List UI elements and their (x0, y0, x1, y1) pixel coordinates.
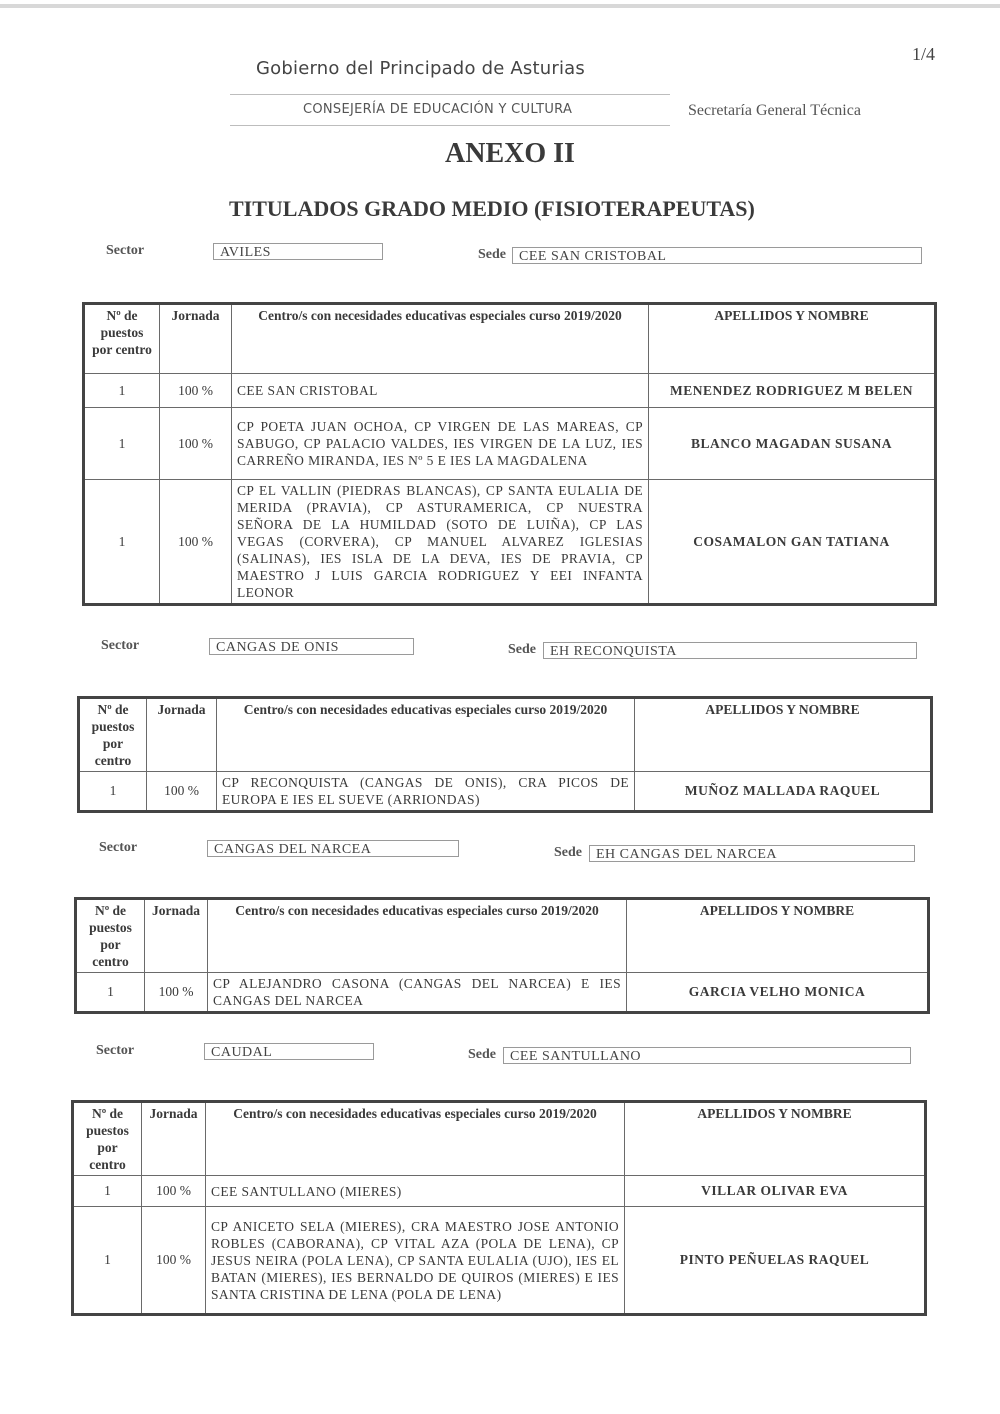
header-nombre: APELLIDOS Y NOMBRE (627, 899, 929, 973)
header-puestos: Nº de puestos por centro (76, 899, 145, 973)
sede-field: EH CANGAS DEL NARCEA (589, 845, 915, 862)
table-header-row (76, 899, 929, 973)
header-divider-bottom (230, 125, 670, 126)
table-header-row (73, 1102, 926, 1176)
consejeria-name: CONSEJERÍA DE EDUCACIÓN Y CULTURA (303, 102, 573, 117)
cell-jornada: 100 % (145, 973, 208, 1013)
cell-centro: CP RECONQUISTA (CANGAS DE ONIS), CRA PICOS DE EUROPA E IES EL SUEVE (ARRIONDAS) (217, 772, 635, 812)
cell-jornada: 100 % (160, 408, 232, 480)
header-divider-top (230, 94, 670, 95)
cell-jornada: 100 % (147, 772, 217, 812)
cell-centro: CP ANICETO SELA (MIERES), CRA MAESTRO JOSE ANTONIO ROBLES (CABORANA), CP VITAL AZA (POLA DE LENA), CP JESUS NEIRA (POLA LENA), CP SANTA EULALIA (UJO), IES EL BATAN (MIERES), IES BERNALDO DE QUIROS (MIERES) E IES SANTA CRISTINA DE LENA (POLA DE LENA) (206, 1207, 625, 1315)
header-centro: Centro/s con necesidades educativas especiales curso 2019/2020 (232, 304, 649, 374)
table-row (76, 973, 929, 1013)
cell-nombre: PINTO PEÑUELAS RAQUEL (625, 1207, 926, 1315)
table-header-row (84, 304, 936, 374)
header-centro: Centro/s con necesidades educativas especiales curso 2019/2020 (208, 899, 627, 973)
cell-puestos: 1 (73, 1176, 142, 1207)
header-jornada: Jornada (160, 304, 232, 374)
header-jornada: Jornada (145, 899, 208, 973)
secretaria-name: Secretaría General Técnica (688, 102, 861, 119)
section-table (71, 1100, 927, 1316)
cell-centro: CEE SAN CRISTOBAL (232, 374, 649, 408)
document-title: TITULADOS GRADO MEDIO (FISIOTERAPEUTAS) (229, 196, 755, 221)
sector-field: CAUDAL (204, 1043, 374, 1060)
sector-label: Sector (106, 243, 145, 258)
cell-nombre: BLANCO MAGADAN SUSANA (649, 408, 936, 480)
header-centro: Centro/s con necesidades educativas especiales curso 2019/2020 (217, 698, 635, 772)
table-row (84, 480, 936, 605)
sede-label: Sede (468, 1047, 496, 1062)
table-header-row (79, 698, 932, 772)
annex-title: ANEXO II (445, 138, 575, 169)
sector-label: Sector (101, 638, 140, 653)
cell-nombre: VILLAR OLIVAR EVA (625, 1176, 926, 1207)
table-row (79, 772, 932, 812)
header-puestos: Nº de puestos por centro (79, 698, 147, 772)
header-jornada: Jornada (147, 698, 217, 772)
cell-puestos: 1 (79, 772, 147, 812)
sede-field: EH RECONQUISTA (543, 642, 917, 659)
header-centro: Centro/s con necesidades educativas especiales curso 2019/2020 (206, 1102, 625, 1176)
header-nombre: APELLIDOS Y NOMBRE (625, 1102, 926, 1176)
government-name: Gobierno del Principado de Asturias (256, 58, 585, 79)
header-puestos: Nº de puestos por centro (84, 304, 160, 374)
cell-puestos: 1 (73, 1207, 142, 1315)
cell-centro: CP ALEJANDRO CASONA (CANGAS DEL NARCEA) E IES CANGAS DEL NARCEA (208, 973, 627, 1013)
table-row (84, 374, 936, 408)
sede-field: CEE SAN CRISTOBAL (512, 247, 922, 264)
section-table (82, 302, 937, 606)
table-row (73, 1207, 926, 1315)
header-nombre: APELLIDOS Y NOMBRE (635, 698, 932, 772)
cell-centro: CEE SANTULLANO (MIERES) (206, 1176, 625, 1207)
page-top-edge (0, 4, 1000, 8)
cell-nombre: COSAMALON GAN TATIANA (649, 480, 936, 605)
cell-nombre: GARCIA VELHO MONICA (627, 973, 929, 1013)
sector-field: AVILES (213, 243, 383, 260)
sede-label: Sede (478, 247, 506, 262)
table-row (73, 1176, 926, 1207)
header-nombre: APELLIDOS Y NOMBRE (649, 304, 936, 374)
section-table (74, 897, 930, 1014)
cell-jornada: 100 % (142, 1207, 206, 1315)
cell-puestos: 1 (76, 973, 145, 1013)
sede-label: Sede (554, 845, 582, 860)
cell-puestos: 1 (84, 480, 160, 605)
header-puestos: Nº de puestos por centro (73, 1102, 142, 1176)
cell-jornada: 100 % (142, 1176, 206, 1207)
sector-field: CANGAS DE ONIS (209, 638, 414, 655)
section-table (77, 696, 933, 813)
cell-puestos: 1 (84, 374, 160, 408)
page-number: 1/4 (912, 44, 936, 64)
cell-jornada: 100 % (160, 480, 232, 605)
sede-field: CEE SANTULLANO (503, 1047, 911, 1064)
cell-centro: CP POETA JUAN OCHOA, CP VIRGEN DE LAS MAREAS, CP SABUGO, CP PALACIO VALDES, IES VIRGEN DE LA LUZ, IES CARREÑO MIRANDA, IES Nº 5 E IES LA MAGDALENA (232, 408, 649, 480)
sector-field: CANGAS DEL NARCEA (207, 840, 459, 857)
cell-nombre: MENENDEZ RODRIGUEZ M BELEN (649, 374, 936, 408)
cell-centro: CP EL VALLIN (PIEDRAS BLANCAS), CP SANTA EULALIA DE MERIDA (PRAVIA), CP ASTURAMERICA, CP NUESTRA SEÑORA DE LA HUMILDAD (SOTO DE LUIÑA), CP LAS VEGAS (CORVERA), CP MANUEL ALVAREZ IGLESIAS (SALINAS), IES ISLA DE LA DEVA, IES DE PRAVIA, CP MAESTRO J LUIS GARCIA RODRIGUEZ Y EEI INFANTA LEONOR (232, 480, 649, 605)
header-jornada: Jornada (142, 1102, 206, 1176)
cell-puestos: 1 (84, 408, 160, 480)
table-row (84, 408, 936, 480)
sede-label: Sede (508, 642, 536, 657)
cell-nombre: MUÑOZ MALLADA RAQUEL (635, 772, 932, 812)
cell-jornada: 100 % (160, 374, 232, 408)
sector-label: Sector (99, 840, 138, 855)
sector-label: Sector (96, 1043, 135, 1058)
